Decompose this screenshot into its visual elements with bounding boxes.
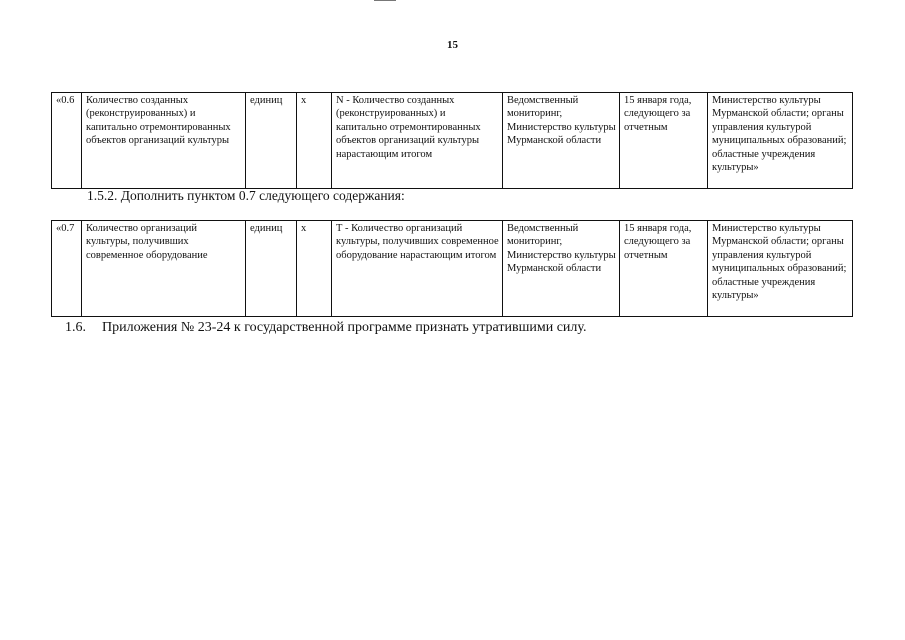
cell-unit: единиц: [246, 93, 297, 189]
cell-num: «0.7: [52, 221, 82, 317]
paragraph-text: Приложения № 23-24 к государственной программе признать утратившими силу.: [102, 320, 587, 335]
cell-formula: N - Количество созданных (реконструированных) и капитально отремонтированных объектов организаций культуры нарастающим итогом: [332, 93, 503, 189]
table-row: [52, 221, 853, 317]
cell-num: «0.6: [52, 93, 82, 189]
cell-responsible: Министерство культуры Мурманской области; органы управления культурой муниципальных образований; областные учреждения культуры»: [708, 93, 853, 189]
page-number: 15: [447, 39, 458, 51]
indicator-table-0-6: [51, 92, 853, 189]
cell-deadline: 15 января года, следующего за отчетным: [620, 221, 708, 317]
paragraph-1-5-2: 1.5.2. Дополнить пунктом 0.7 следующего содержания:: [87, 188, 405, 203]
cell-source: Ведомственный мониторинг, Министерство культуры Мурманской области: [503, 93, 620, 189]
cell-name: Количество организаций культуры, получивших современное оборудование: [82, 221, 246, 317]
cell-deadline: 15 января года, следующего за отчетным: [620, 93, 708, 189]
cell-type: х: [297, 93, 332, 189]
table-row: [52, 93, 853, 189]
indicator-table-0-7: [51, 220, 853, 317]
paragraph-number: 1.6.: [65, 320, 86, 335]
cell-type: х: [297, 221, 332, 317]
cell-formula: Т - Количество организаций культуры, получивших современное оборудование нарастающим итогом: [332, 221, 503, 317]
scan-mark: [374, 0, 396, 1]
cell-responsible: Министерство культуры Мурманской области; органы управления культурой муниципальных образований; областные учреждения культуры»: [708, 221, 853, 317]
cell-unit: единиц: [246, 221, 297, 317]
cell-source: Ведомственный мониторинг, Министерство культуры Мурманской области: [503, 221, 620, 317]
cell-name: Количество созданных (реконструированных) и капитально отремонтированных объектов организаций культуры: [82, 93, 246, 189]
paragraph-1-6: [65, 320, 586, 336]
